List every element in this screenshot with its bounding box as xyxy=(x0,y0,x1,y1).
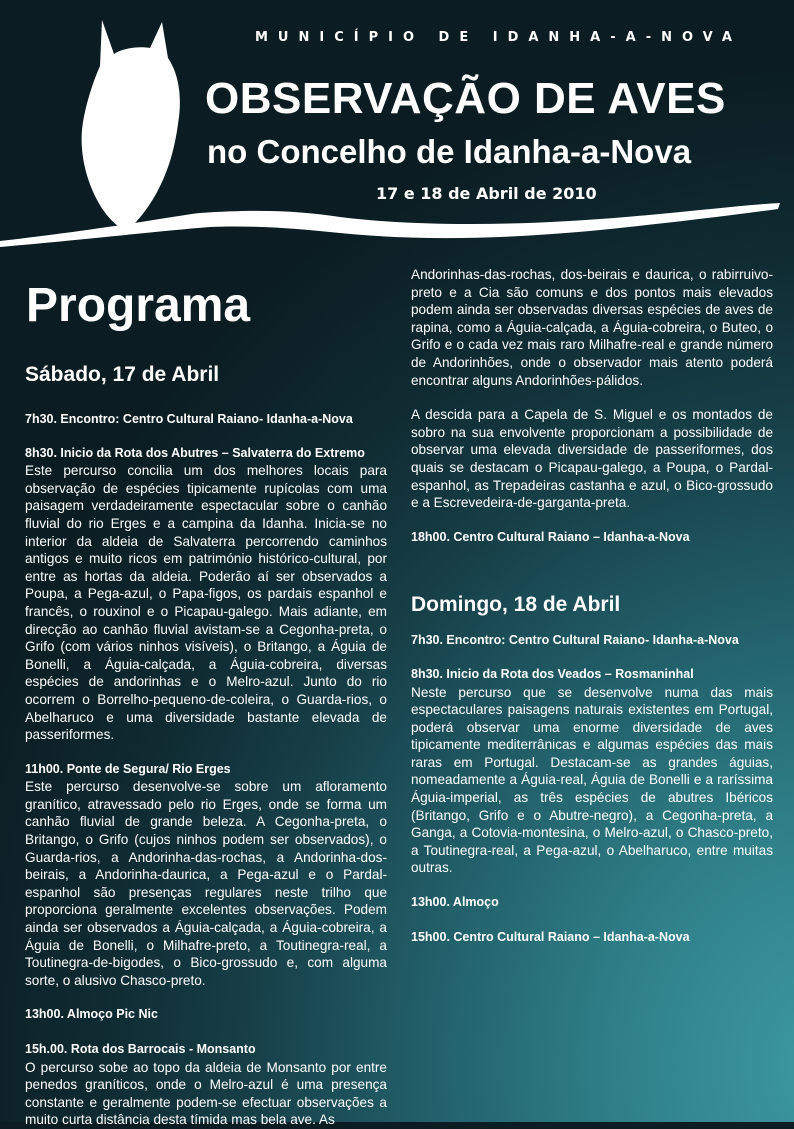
sun-event-rota-veados: 8h30. Inicio da Rota dos Veados – Rosmaninhal xyxy=(411,666,694,681)
sat-event-encontro: 7h30. Encontro: Centro Cultural Raiano- Idanha-a-Nova xyxy=(25,412,353,426)
sunday-heading: Domingo, 18 de Abril xyxy=(411,593,621,617)
sat-rota-abutres-text: Este percurso concilia um dos melhores locais para observação de espécies tipicamente rupícolas com uma paisagem verdadeiramente espectacular sobre o canhão fluvial do rio Erges e a campina da Idanha. Inicia-se no interior da aldeia de Salvaterra percorrendo caminhos antigos e muito ricos em património histórico-cultural, por entre as hortas da aldeia. Poderão aí ser observados a Poupa, a Pega-azul, o Papa-figos, os pardais espanhol e francês, o rouxinol e o Picapau-galego. Mais adiante, em direcção ao canhão fluvial avistam-se a Cegonha-preta, o Grifo (com vários ninhos visíveis), o Britango, a Águia de Bonelli, a Águia-calçada, a Águia-cobreira, diversas espécies de andorinhas e o Melro-azul. Junto do rio ocorrem o Borrelho-pequeno-de-coleira, o Guarda-rios, o Abelharuco e uma diversidade bastante elevada de passeriformes. xyxy=(25,463,387,743)
municipality-name: MUNICÍPIO DE IDANHA-A-NOVA xyxy=(255,30,742,45)
sat-barrocais-continued: Andorinhas-das-rochas, dos-beirais e daurica, o rabirruivo-preto e a Cia são comuns e dos pontos mais elevados podem ainda ser observadas diversas espécies de aves de rapina, como a Águia-calçada, a Águia-cobreira, o Buteo, o Grifo e o cada vez mais raro Milhafre-real e grande número de Andorinhões, onde o observador mais atento poderá encontrar alguns Andorinhões-pálidos. xyxy=(411,267,773,388)
sat-rota-barrocais-text: O percurso sobe ao topo da aldeia de Monsanto por entre penedos graníticos, onde o Melro-azul é uma presença constante e geralmente podem-se efectuar observações a muito curta distância desta tímida mas bela ave. As xyxy=(25,1059,387,1128)
sat-event-ponte-segura: 11h00. Ponte de Segura/ Rio Erges xyxy=(25,761,231,776)
sun-event-almoco: 13h00. Almoço xyxy=(411,895,499,910)
sat-event-rota-barrocais: 15h.00. Rota dos Barrocais - Monsanto xyxy=(25,1042,256,1056)
sat-capela-text: A descida para a Capela de S. Miguel e os montados de sobro na sua envolvente proporcionam a possibilidade de observar uma elevada diversidade de passeriformes, dos quais se destacam o Picapau-galego, a Poupa, o Pardal-espanhol, as Trepadeiras castanha e azul, o Bico-grossudo e a Escrevedeira-de-garganta-preta. xyxy=(411,407,773,511)
main-title: OBSERVAÇÃO DE AVES xyxy=(205,74,726,123)
sat-event-return: 18h00. Centro Cultural Raiano – Idanha-a-Nova xyxy=(411,529,690,544)
sat-event-rota-abutres: 8h30. Inicio da Rota dos Abutres – Salvaterra do Extremo xyxy=(25,445,365,460)
left-column xyxy=(25,362,387,1129)
event-date: 17 e 18 de Abril de 2010 xyxy=(376,184,597,203)
sat-ponte-segura-text: Este percurso desenvolve-se sobre um afloramento granítico, atravessado pelo rio Erges, onde se forma um canhão fluvial de grande beleza. A Cegonha-preta, o Britango, o Grifo (cujos ninhos podem ser observados), o Guarda-rios, a Andorinha-das-rochas, a Andorinha-dos-beirais, a Andorinha-daurica, a Pega-azul e o Pardal-espanhol são presenças regulares neste trilho que proporciona geralmente excelentes observações. Podem ainda ser observados a Águia-calçada, a Águia-cobreira, a Águia de Bonelli, o Milhafre-preto, a Toutinegra-real, a Toutinegra-de-bigodes, o Bico-grossudo e, com alguma sorte, o alusivo Chasco-preto. xyxy=(25,779,387,988)
header xyxy=(0,0,794,250)
sun-rota-veados-text: Neste percurso que se desenvolve numa das mais espectaculares paisagens naturais existentes em Portugal, poderá observar uma enorme diversidade de aves tipicamente mediterrânicas e algumas espécies das mais raras em Portugal. Destacam-se as grandes águias, nomeadamente a Águia-real, Águia de Bonelli e a raríssima Águia-imperial, as três espécies de abutres Ibéricos (Britango, Grifo e o Abutre-negro), a Cegonha-preta, a Ganga, a Cotovia-montesina, o Melro-azul, o Chasco-preto, a Toutinegra-real, a Pega-azul, o Abelharuco, entre muitas outras. xyxy=(411,684,773,876)
subtitle: no Concelho de Idanha-a-Nova xyxy=(207,133,692,170)
programa-title: Programa xyxy=(26,279,251,332)
sat-event-almoco: 13h00. Almoço Pic Nic xyxy=(25,1007,158,1022)
sun-event-encontro: 7h30. Encontro: Centro Cultural Raiano- Idanha-a-Nova xyxy=(411,633,739,648)
sun-event-return: 15h00. Centro Cultural Raiano – Idanha-a-Nova xyxy=(411,929,690,944)
right-column xyxy=(411,266,773,946)
saturday-heading: Sábado, 17 de Abril xyxy=(25,363,220,386)
